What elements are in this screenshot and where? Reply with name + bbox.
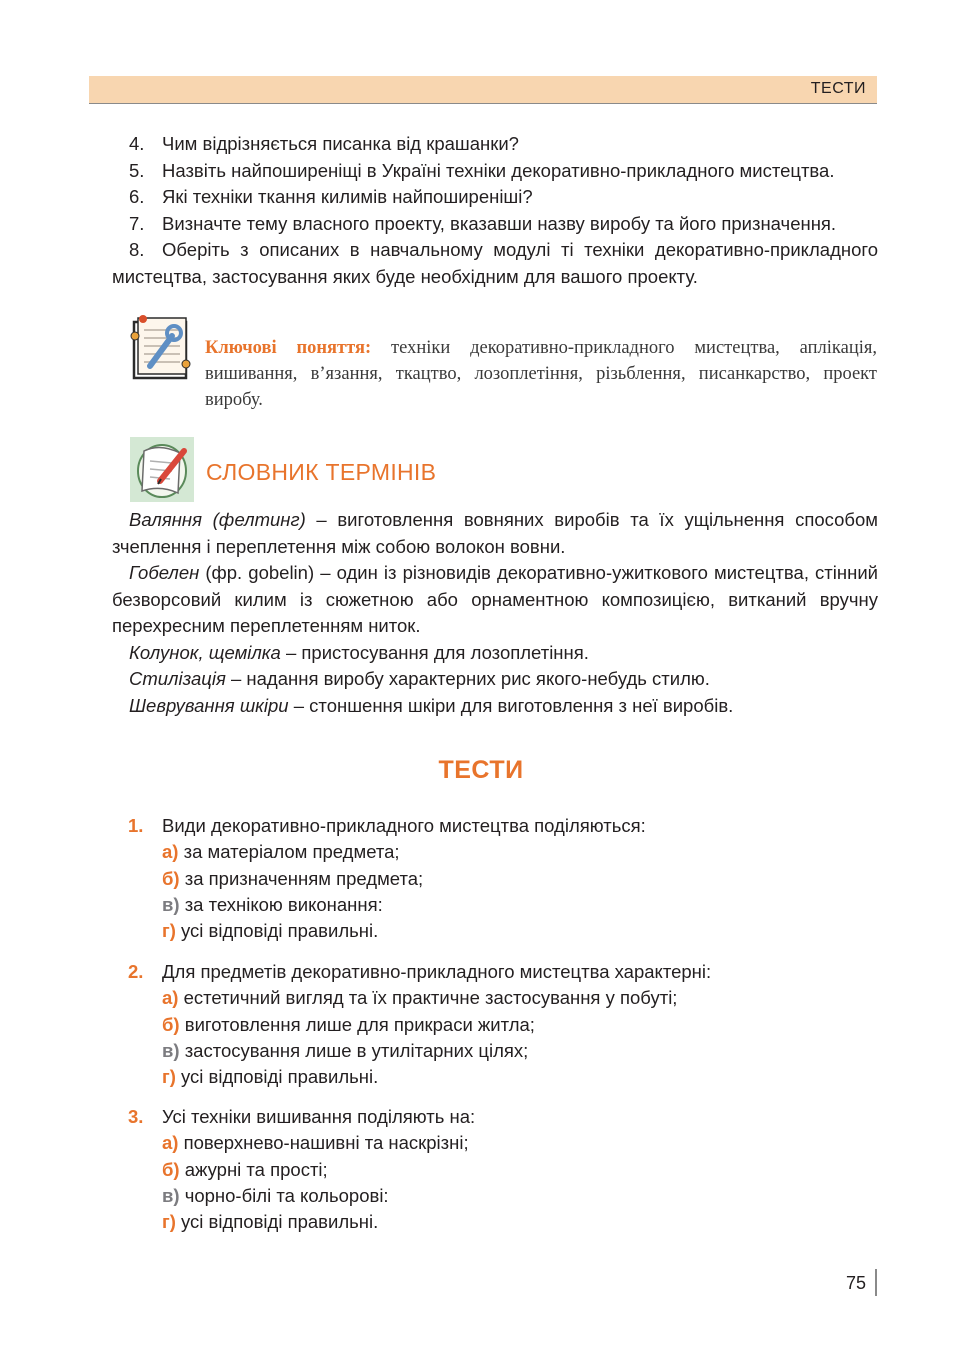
test-question-stem: 1. Види декоративно-прикладного мистецтва поділяються: xyxy=(128,815,646,836)
question-item: 8. Оберіть з описаних в навчальному модулі ті техніки декоративно-прикладного мистецтва, застосування яких буде необхідним для вашого проекту. xyxy=(112,239,878,287)
test-question-2 xyxy=(128,959,878,1090)
glossary-entry: Колунок, щемілка – пристосування для лозоплетіння. xyxy=(129,641,589,663)
test-option: б) за призначенням предмета; xyxy=(162,867,424,889)
test-option: б) виготовлення лише для прикраси житла; xyxy=(162,1013,535,1035)
test-option: б) ажурні та прості; xyxy=(162,1158,328,1180)
glossary-entry: Валяння (фелтинг) – виготовлення вовняних виробів та їх ущільнення способом зчеплення і переплетення між собою волокон вовни. xyxy=(112,509,878,557)
glossary-entry: Стилізація – надання виробу характерних рис якого-небудь стилю. xyxy=(129,668,710,689)
question-item: 6. Які техніки ткання килимів найпоширеніші? xyxy=(129,186,533,207)
page-number: 75 xyxy=(846,1273,867,1293)
review-questions xyxy=(112,131,878,290)
question-item: 7. Визначте тему власного проекту, вказавши назву виробу та його призначення. xyxy=(129,212,837,234)
page-number-divider xyxy=(875,1269,877,1296)
test-question-3 xyxy=(128,1104,878,1235)
glossary-entry: Гобелен (фр. gobelin) – один із різновидів декоративно-ужиткового мистецтва, стінний безворсовий килим із сюжетною або орнаментною композицією, витканий вручну перехресним переплетенням ниток. xyxy=(112,562,878,636)
test-option: г) усі відповіді правильні. xyxy=(162,920,379,942)
test-option: в) застосування лише в утилітарних цілях; xyxy=(162,1039,529,1061)
test-option: в) чорно-білі та кольорові: xyxy=(162,1184,389,1206)
test-option: г) усі відповіді правильні. xyxy=(162,1211,379,1233)
test-option: а) естетичний вигляд та їх практичне застосування у побуті; xyxy=(162,987,678,1009)
test-question-stem: 2. Для предметів декоративно-прикладного мистецтва характерні: xyxy=(128,961,712,982)
key-concepts-label: Ключові поняття: xyxy=(205,338,372,358)
running-header-label: ТЕСТИ xyxy=(810,80,866,97)
key-concepts xyxy=(205,335,877,413)
test-option: а) за матеріалом предмета; xyxy=(162,841,400,863)
test-option: а) поверхнево-нашивні та наскрізні; xyxy=(162,1132,469,1154)
test-question-1 xyxy=(128,813,878,944)
test-question-stem: 3. Усі техніки вишивання поділяють на: xyxy=(128,1106,476,1127)
notebook-pen-icon xyxy=(130,437,194,502)
question-item: 4. Чим відрізняється писанка від крашанки? xyxy=(129,133,519,154)
dictionary-title: СЛОВНИК ТЕРМІНІВ xyxy=(206,459,437,485)
question-item: 5. Назвіть найпоширеніщі в Україні техніки декоративно-прикладного мистецтва. xyxy=(129,159,835,181)
glossary xyxy=(112,507,878,719)
running-header xyxy=(89,76,877,104)
test-option: г) усі відповіді правильні. xyxy=(162,1066,379,1088)
glossary-entry: Шеврування шкіри – стоншення шкіри для виготовлення з неї виробів. xyxy=(129,694,734,716)
document-wrench-icon xyxy=(128,314,194,380)
key-concepts-text: техніки декоративно-прикладного мистецтва, аплікація, вишивання, в’язання, ткацтво, лозоплетіння, різьблення, писанкарство, проект виробу. xyxy=(205,338,877,410)
tests-title: ТЕСТИ xyxy=(438,756,524,784)
test-option: в) за технікою виконання: xyxy=(162,893,383,915)
